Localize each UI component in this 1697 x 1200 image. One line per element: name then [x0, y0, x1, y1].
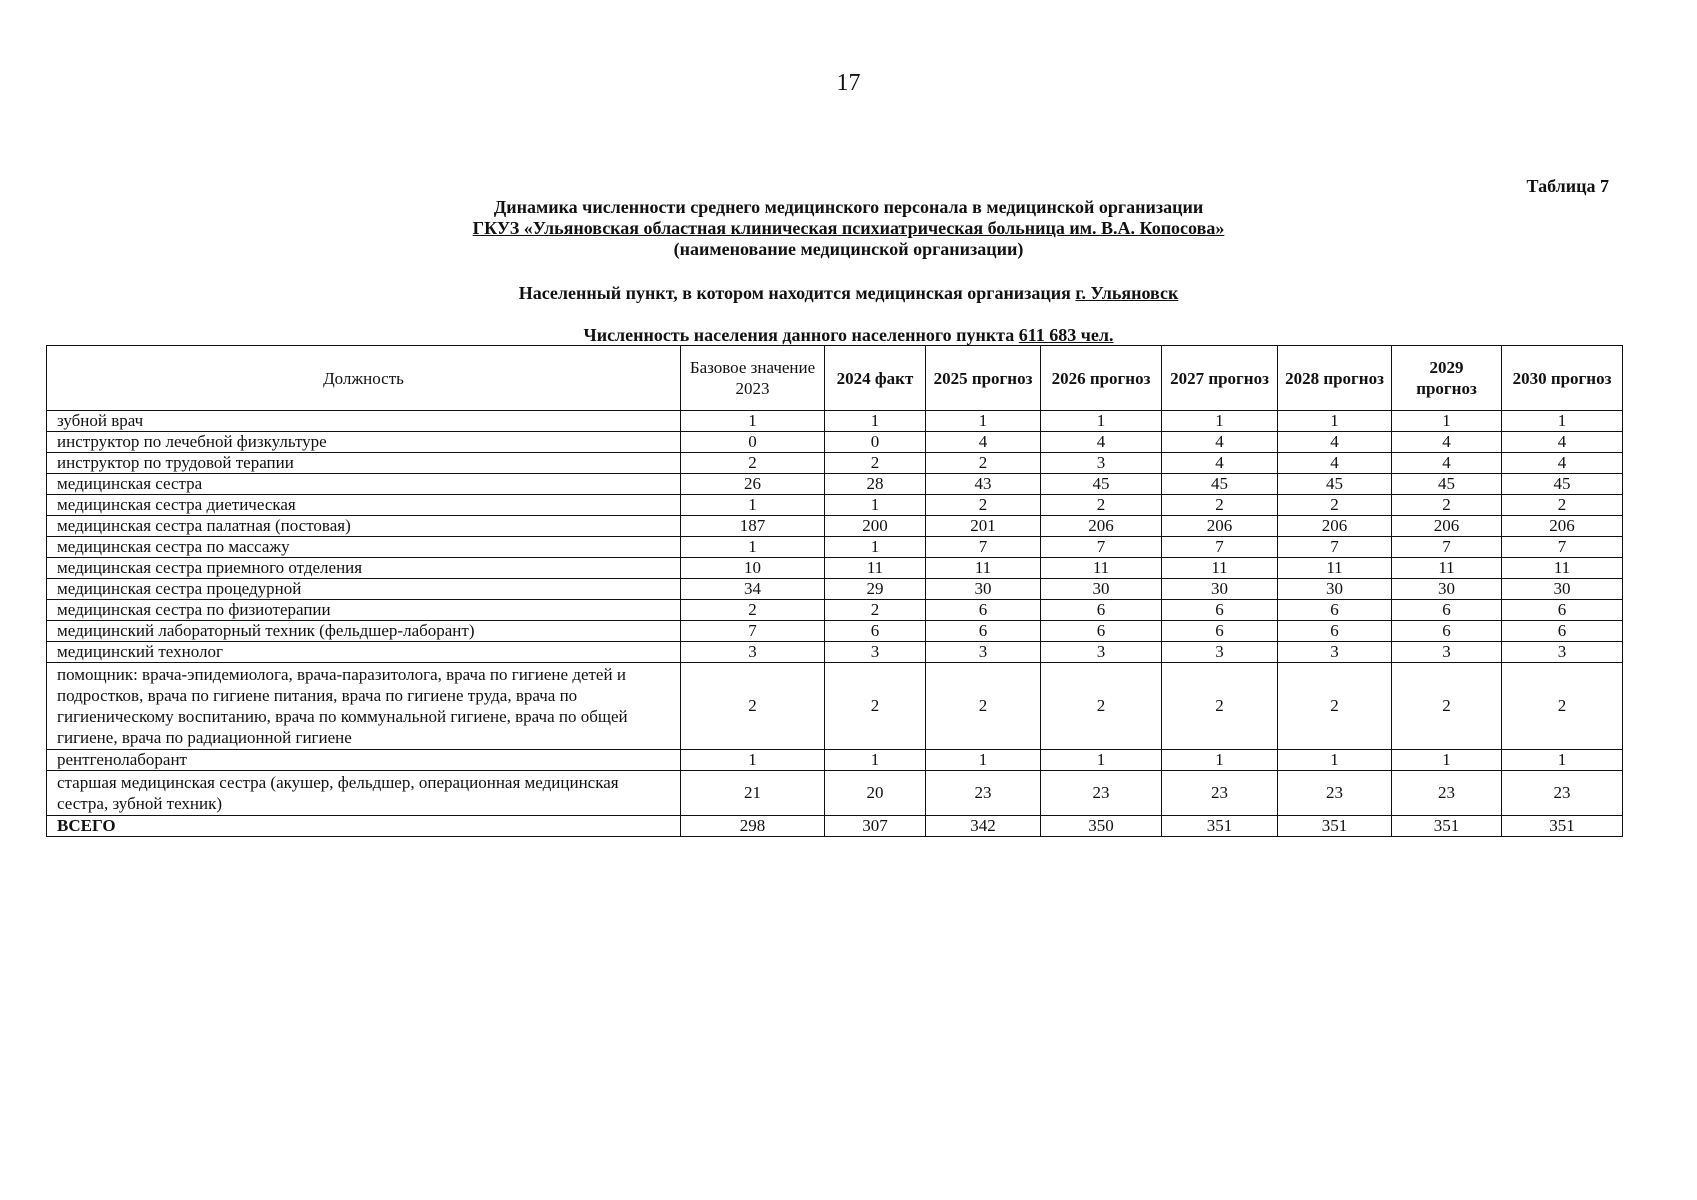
table-title — [0, 197, 1697, 260]
settlement-value: г. Ульяновск — [1075, 283, 1179, 303]
value-cell: 2 — [681, 453, 825, 474]
value-cell: 3 — [825, 642, 926, 663]
header-2024: 2024 факт — [825, 346, 926, 411]
value-cell: 3 — [681, 642, 825, 663]
value-cell: 3 — [1041, 642, 1162, 663]
value-cell: 4 — [1278, 453, 1392, 474]
position-cell: медицинский технолог — [47, 642, 681, 663]
value-cell: 30 — [926, 579, 1041, 600]
value-cell: 30 — [1041, 579, 1162, 600]
value-cell: 11 — [825, 558, 926, 579]
value-cell: 6 — [1502, 621, 1623, 642]
value-cell: 30 — [1502, 579, 1623, 600]
value-cell: 2 — [926, 495, 1041, 516]
table-row — [47, 411, 1623, 432]
value-cell: 1 — [926, 411, 1041, 432]
table-row — [47, 600, 1623, 621]
value-cell: 187 — [681, 516, 825, 537]
value-cell: 1 — [926, 750, 1041, 771]
value-cell: 3 — [1041, 453, 1162, 474]
header-2025: 2025 прогноз — [926, 346, 1041, 411]
value-cell: 1 — [1502, 411, 1623, 432]
table-caption: Таблица 7 — [1526, 176, 1609, 196]
value-cell: 11 — [1278, 558, 1392, 579]
table-row — [47, 579, 1623, 600]
total-value-cell: 351 — [1278, 816, 1392, 837]
value-cell: 4 — [926, 432, 1041, 453]
table-row — [47, 663, 1623, 750]
value-cell: 7 — [1392, 537, 1502, 558]
value-cell: 3 — [1502, 642, 1623, 663]
total-value-cell: 350 — [1041, 816, 1162, 837]
value-cell: 7 — [1278, 537, 1392, 558]
position-cell: медицинская сестра по физиотерапии — [47, 600, 681, 621]
position-cell: старшая медицинская сестра (акушер, фельдшер, операционная медицинская сестра, зубной техник) — [47, 771, 681, 816]
organization-note: (наименование медицинской организации) — [673, 239, 1024, 259]
value-cell: 1 — [825, 495, 926, 516]
position-cell: медицинский лабораторный техник (фельдшер-лаборант) — [47, 621, 681, 642]
value-cell: 206 — [1392, 516, 1502, 537]
value-cell: 30 — [1162, 579, 1278, 600]
value-cell: 4 — [1502, 453, 1623, 474]
value-cell: 34 — [681, 579, 825, 600]
value-cell: 1 — [681, 495, 825, 516]
table-row — [47, 537, 1623, 558]
value-cell: 11 — [1392, 558, 1502, 579]
value-cell: 206 — [1502, 516, 1623, 537]
value-cell: 21 — [681, 771, 825, 816]
value-cell: 201 — [926, 516, 1041, 537]
value-cell: 45 — [1502, 474, 1623, 495]
table-row — [47, 495, 1623, 516]
value-cell: 1 — [1502, 750, 1623, 771]
total-value-cell: 351 — [1502, 816, 1623, 837]
population-label: Численность населения данного населенного пункта — [583, 325, 1015, 345]
table-total-row — [47, 816, 1623, 837]
position-cell: инструктор по лечебной физкультуре — [47, 432, 681, 453]
position-cell: медицинская сестра — [47, 474, 681, 495]
value-cell: 6 — [825, 621, 926, 642]
population-value: 611 683 чел. — [1018, 325, 1114, 345]
value-cell: 45 — [1392, 474, 1502, 495]
value-cell: 30 — [1278, 579, 1392, 600]
table-row — [47, 750, 1623, 771]
value-cell: 23 — [1041, 771, 1162, 816]
value-cell: 0 — [681, 432, 825, 453]
value-cell: 7 — [1041, 537, 1162, 558]
value-cell: 2 — [1162, 663, 1278, 750]
value-cell: 11 — [926, 558, 1041, 579]
value-cell: 4 — [1392, 453, 1502, 474]
value-cell: 30 — [1392, 579, 1502, 600]
value-cell: 1 — [825, 411, 926, 432]
value-cell: 23 — [1278, 771, 1392, 816]
value-cell: 1 — [1041, 411, 1162, 432]
value-cell: 2 — [1041, 663, 1162, 750]
position-cell: медицинская сестра приемного отделения — [47, 558, 681, 579]
value-cell: 1 — [1392, 411, 1502, 432]
value-cell: 45 — [1041, 474, 1162, 495]
table-row — [47, 432, 1623, 453]
table-row — [47, 474, 1623, 495]
value-cell: 0 — [825, 432, 926, 453]
value-cell: 6 — [1041, 600, 1162, 621]
value-cell: 2 — [681, 663, 825, 750]
value-cell: 20 — [825, 771, 926, 816]
table-row — [47, 453, 1623, 474]
header-2029: 2029 прогноз — [1392, 346, 1502, 411]
value-cell: 29 — [825, 579, 926, 600]
value-cell: 2 — [926, 663, 1041, 750]
value-cell: 6 — [1502, 600, 1623, 621]
table-row — [47, 516, 1623, 537]
value-cell: 6 — [1278, 621, 1392, 642]
value-cell: 3 — [1278, 642, 1392, 663]
value-cell: 23 — [1392, 771, 1502, 816]
settlement-label: Населенный пункт, в котором находится медицинская организация — [518, 283, 1071, 303]
value-cell: 6 — [1162, 621, 1278, 642]
header-position: Должность — [47, 346, 681, 411]
value-cell: 10 — [681, 558, 825, 579]
total-value-cell: 342 — [926, 816, 1041, 837]
table-row — [47, 642, 1623, 663]
value-cell: 45 — [1278, 474, 1392, 495]
value-cell: 7 — [1502, 537, 1623, 558]
value-cell: 1 — [1278, 750, 1392, 771]
value-cell: 1 — [1278, 411, 1392, 432]
table-header-row — [47, 346, 1623, 411]
value-cell: 1 — [681, 537, 825, 558]
value-cell: 6 — [1278, 600, 1392, 621]
value-cell: 2 — [1162, 495, 1278, 516]
value-cell: 6 — [1041, 621, 1162, 642]
table-row — [47, 558, 1623, 579]
value-cell: 1 — [681, 750, 825, 771]
settlement-line — [0, 283, 1697, 304]
header-2028: 2028 прогноз — [1278, 346, 1392, 411]
value-cell: 206 — [1041, 516, 1162, 537]
value-cell: 2 — [825, 600, 926, 621]
position-cell: зубной врач — [47, 411, 681, 432]
value-cell: 1 — [1162, 750, 1278, 771]
value-cell: 1 — [1392, 750, 1502, 771]
value-cell: 4 — [1041, 432, 1162, 453]
value-cell: 206 — [1162, 516, 1278, 537]
organization-name: ГКУЗ «Ульяновская областная клиническая психиатрическая больница им. В.А. Копосова» — [472, 218, 1225, 238]
table-row — [47, 621, 1623, 642]
value-cell: 2 — [825, 453, 926, 474]
value-cell: 4 — [1162, 432, 1278, 453]
total-value-cell: 351 — [1162, 816, 1278, 837]
header-2027: 2027 прогноз — [1162, 346, 1278, 411]
value-cell: 23 — [926, 771, 1041, 816]
value-cell: 4 — [1502, 432, 1623, 453]
title-line: Динамика численности среднего медицинского персонала в медицинской организации — [493, 197, 1204, 217]
value-cell: 3 — [1162, 642, 1278, 663]
value-cell: 2 — [1392, 495, 1502, 516]
value-cell: 3 — [1392, 642, 1502, 663]
value-cell: 6 — [926, 600, 1041, 621]
value-cell: 4 — [1278, 432, 1392, 453]
value-cell: 4 — [1392, 432, 1502, 453]
total-label: ВСЕГО — [47, 816, 681, 837]
value-cell: 206 — [1278, 516, 1392, 537]
value-cell: 4 — [1162, 453, 1278, 474]
value-cell: 1 — [1162, 411, 1278, 432]
page-number: 17 — [836, 70, 861, 96]
value-cell: 6 — [1162, 600, 1278, 621]
value-cell: 2 — [1502, 495, 1623, 516]
value-cell: 6 — [1392, 621, 1502, 642]
header-2030: 2030 прогноз — [1502, 346, 1623, 411]
value-cell: 2 — [1392, 663, 1502, 750]
value-cell: 2 — [681, 600, 825, 621]
header-base: Базовое значение 2023 — [681, 346, 825, 411]
position-cell: помощник: врача-эпидемиолога, врача-паразитолога, врача по гигиене детей и подростков, врача по гигиене питания, врача по гигиене труда, врача по гигиеническому воспитанию, врача по коммунальной гигиене, врача по общей гигиене, врача по радиационной гигиене — [47, 663, 681, 750]
value-cell: 1 — [825, 750, 926, 771]
position-cell: медицинская сестра процедурной — [47, 579, 681, 600]
value-cell: 6 — [1392, 600, 1502, 621]
value-cell: 2 — [1041, 495, 1162, 516]
population-line — [0, 325, 1697, 346]
value-cell: 2 — [1278, 663, 1392, 750]
position-cell: медицинская сестра диетическая — [47, 495, 681, 516]
total-value-cell: 307 — [825, 816, 926, 837]
position-cell: инструктор по трудовой терапии — [47, 453, 681, 474]
value-cell: 11 — [1041, 558, 1162, 579]
value-cell: 11 — [1162, 558, 1278, 579]
value-cell: 6 — [926, 621, 1041, 642]
value-cell: 2 — [926, 453, 1041, 474]
value-cell: 7 — [681, 621, 825, 642]
header-2026: 2026 прогноз — [1041, 346, 1162, 411]
value-cell: 7 — [1162, 537, 1278, 558]
value-cell: 3 — [926, 642, 1041, 663]
position-cell: медицинская сестра палатная (постовая) — [47, 516, 681, 537]
value-cell: 11 — [1502, 558, 1623, 579]
value-cell: 1 — [1041, 750, 1162, 771]
value-cell: 23 — [1162, 771, 1278, 816]
value-cell: 45 — [1162, 474, 1278, 495]
staff-table — [46, 345, 1623, 837]
value-cell: 2 — [825, 663, 926, 750]
value-cell: 23 — [1502, 771, 1623, 816]
total-value-cell: 298 — [681, 816, 825, 837]
value-cell: 1 — [825, 537, 926, 558]
value-cell: 200 — [825, 516, 926, 537]
position-cell: медицинская сестра по массажу — [47, 537, 681, 558]
value-cell: 43 — [926, 474, 1041, 495]
value-cell: 28 — [825, 474, 926, 495]
value-cell: 7 — [926, 537, 1041, 558]
position-cell: рентгенолаборант — [47, 750, 681, 771]
value-cell: 2 — [1278, 495, 1392, 516]
total-value-cell: 351 — [1392, 816, 1502, 837]
table-row — [47, 771, 1623, 816]
value-cell: 1 — [681, 411, 825, 432]
table-body — [47, 411, 1623, 837]
value-cell: 2 — [1502, 663, 1623, 750]
value-cell: 26 — [681, 474, 825, 495]
